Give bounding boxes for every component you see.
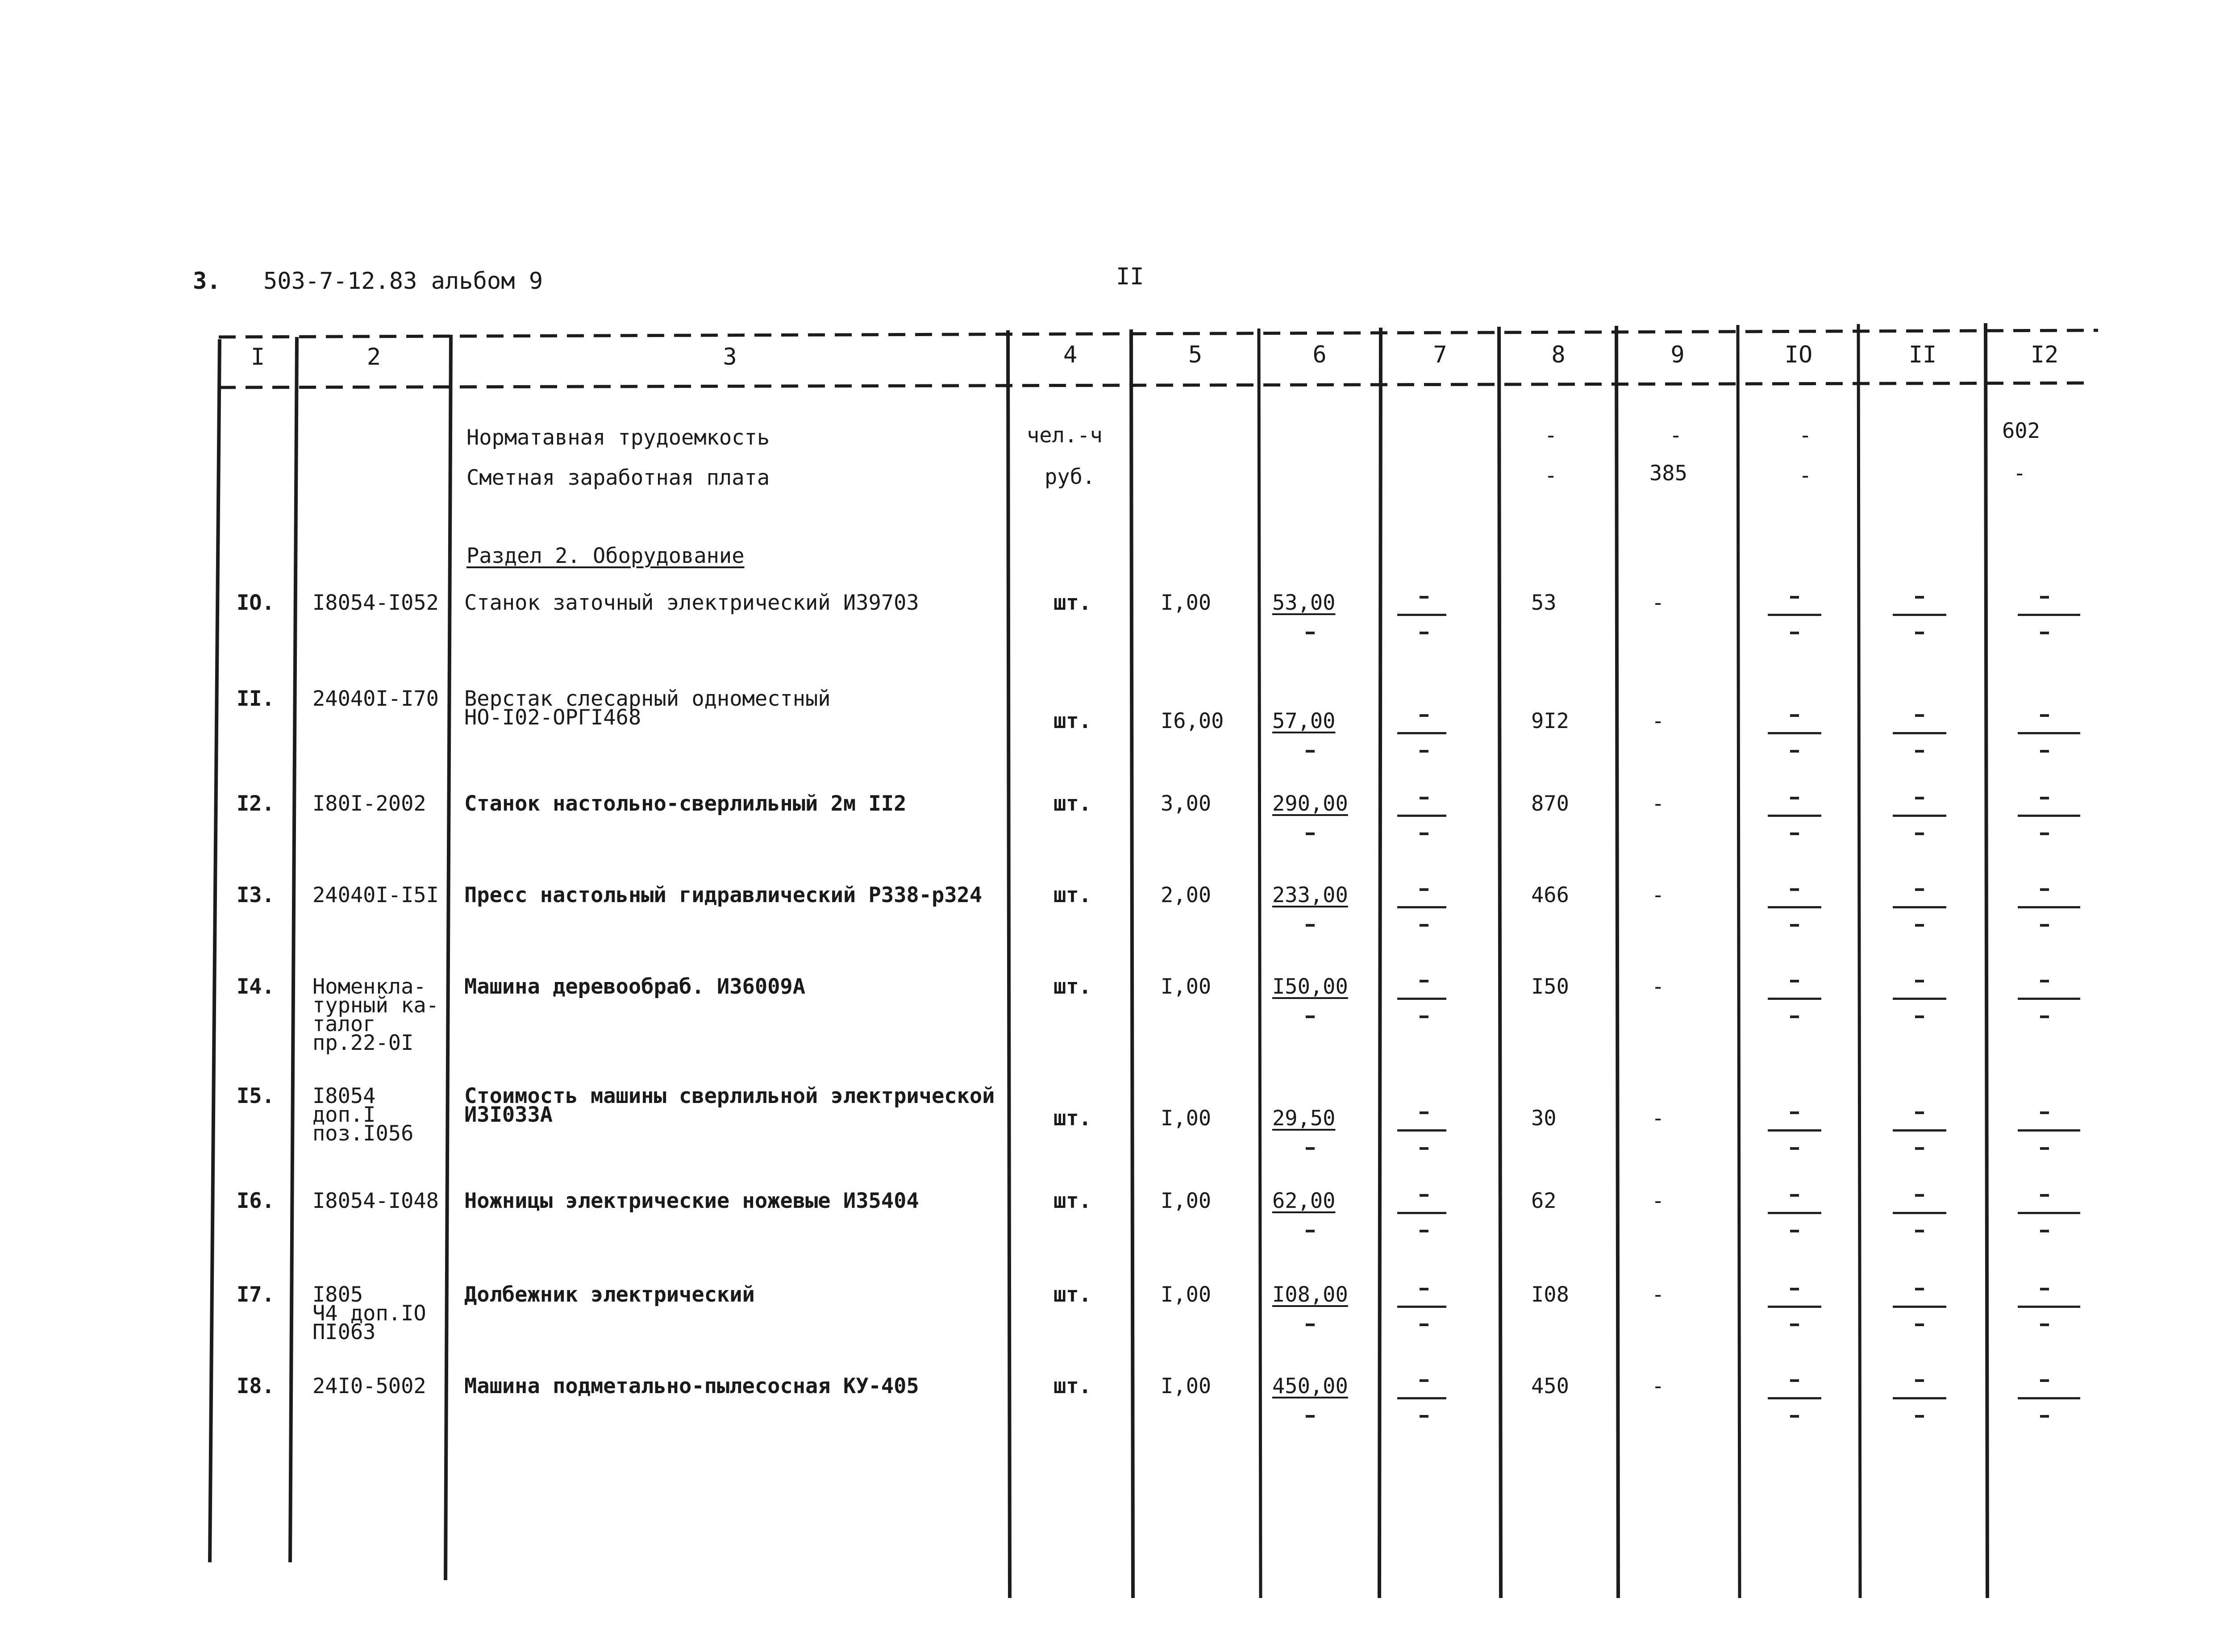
fraction-bottom-dash [1915,832,1924,835]
fraction-bottom-dash [1420,1015,1428,1018]
row-number: I2. [237,791,275,816]
row-unit: шт. [1054,1374,1091,1398]
row-name: ИЗI033А [464,1103,553,1127]
row-code: доп.I [312,1103,376,1127]
fraction-bottom-dash [1420,750,1428,753]
row-unit: шт. [1054,709,1091,733]
row-col9: - [1652,974,1665,999]
fraction-line [1397,1306,1446,1308]
price-bottom-dash [1306,1323,1315,1326]
summary-unit-wages: руб. [1045,465,1095,489]
row-name: Станок заточный электрический И39703 [464,591,919,615]
fraction-bottom-dash [1420,832,1428,835]
col-header-9: 9 [1670,341,1685,368]
col-header-2: 2 [366,344,381,370]
fraction-top-dash [1420,1111,1428,1114]
row-unit: шт. [1054,883,1091,907]
fraction-top-dash [1790,888,1799,891]
row-quantity: 3,00 [1161,791,1212,816]
section-title: Раздел 2. Оборудование [466,544,745,568]
row-col9: - [1652,1189,1665,1213]
price-bottom-dash [1306,1230,1315,1232]
fraction-bottom-dash [1420,1230,1428,1232]
fraction-top-dash [1420,797,1428,799]
fraction-top-dash [2040,1288,2049,1290]
fraction-line [1893,614,1946,616]
fraction-line [2018,1397,2080,1399]
fraction-top-dash [1420,980,1428,982]
row-number: I4. [237,974,275,999]
fraction-line [1893,1397,1946,1399]
row-total: 450 [1531,1374,1569,1398]
row-number: I8. [237,1374,275,1398]
row-price: 29,50 [1272,1106,1336,1131]
fraction-top-dash [1420,1194,1428,1197]
row-quantity: 2,00 [1161,883,1212,907]
fraction-top-dash [2040,1379,2049,1382]
row-unit: шт. [1054,791,1091,816]
row-total: 62 [1531,1189,1557,1213]
row-total: 870 [1531,791,1569,816]
fraction-bottom-dash [1915,924,1924,927]
fraction-line [1768,906,1821,908]
fraction-line [1768,1397,1821,1399]
row-name: Стоимость машины сверлильной электрической [464,1084,995,1108]
row-code: I8054-I048 [312,1189,439,1213]
row-col9: - [1652,1106,1665,1131]
summary-name-labor: Норматавная трудоемкость [466,425,770,450]
fraction-line [1893,1306,1946,1308]
row-unit: шт. [1054,1189,1091,1213]
fraction-bottom-dash [1915,1323,1924,1326]
fraction-bottom-dash [2040,1230,2049,1232]
summary-c12-labor: 602 [2002,419,2040,443]
row-number: I5. [237,1084,275,1108]
price-bottom-dash [1306,924,1315,927]
fraction-top-dash [2040,980,2049,982]
fraction-top-dash [1915,1379,1924,1382]
row-name: Пресс настольный гидравлический Р338-р324 [464,883,983,907]
fraction-top-dash [2040,714,2049,717]
fraction-top-dash [1420,1288,1428,1290]
fraction-line [1893,1129,1946,1132]
price-bottom-dash [1306,632,1315,634]
fraction-bottom-dash [2040,1147,2049,1150]
row-price: I08,00 [1272,1282,1348,1307]
fraction-line [1397,732,1446,734]
fraction-top-dash [2040,1111,2049,1114]
row-name: Долбежник электрический [464,1282,755,1307]
row-quantity: I,00 [1161,591,1212,615]
fraction-top-dash [1420,714,1428,717]
summary-c8-wages: - [1545,463,1557,488]
price-bottom-dash [1306,1015,1315,1018]
fraction-top-dash [1790,1379,1799,1382]
fraction-line [2018,906,2080,908]
fraction-bottom-dash [1420,1147,1428,1150]
fraction-bottom-dash [2040,632,2049,634]
summary-c8-labor: - [1545,423,1557,448]
fraction-bottom-dash [1420,924,1428,927]
fraction-line [2018,998,2080,1000]
fraction-top-dash [1915,1194,1924,1197]
row-total: 466 [1531,883,1569,907]
fraction-line [1397,998,1446,1000]
fraction-bottom-dash [2040,1015,2049,1018]
fraction-bottom-dash [1790,1015,1799,1018]
fraction-bottom-dash [1915,1415,1924,1418]
fraction-top-dash [2040,596,2049,599]
col-header-3: 3 [723,344,737,370]
fraction-line [1893,1212,1946,1214]
fraction-line [2018,614,2080,616]
fraction-line [1397,815,1446,817]
fraction-bottom-dash [2040,1323,2049,1326]
row-code: 24040I-I5I [312,883,439,907]
price-bottom-dash [1306,1415,1315,1418]
row-quantity: I,00 [1161,1374,1212,1398]
row-code: турный ка- [312,993,439,1018]
summary-c9-labor: - [1670,423,1682,448]
row-price: 57,00 [1272,709,1336,733]
col-header-10: IO [1784,341,1813,368]
row-total: 9I2 [1531,709,1569,733]
row-col9: - [1652,1374,1665,1398]
summary-c12-wages: - [2013,461,2026,486]
fraction-top-dash [1790,1194,1799,1197]
row-code: I805 [312,1282,363,1307]
row-unit: шт. [1054,1106,1091,1131]
row-number: I6. [237,1189,275,1213]
col-header-7: 7 [1433,341,1447,368]
col-header-11: II [1908,341,1937,368]
fraction-bottom-dash [1790,750,1799,753]
row-name: Ножницы электрические ножевые И35404 [464,1189,919,1213]
sheet-prefix: 3. [193,268,221,295]
row-code: поз.I056 [312,1121,414,1146]
row-name: Верстак слесарный одноместный [464,687,831,711]
row-code: Номенкла- [312,974,426,999]
fraction-line [2018,732,2080,734]
fraction-line [1768,815,1821,817]
row-code: 24I0-5002 [312,1374,426,1398]
fraction-top-dash [1790,596,1799,599]
col-header-6: 6 [1312,341,1327,368]
col-header-1: I [250,344,265,370]
row-code: Ч4 доп.IО [312,1301,426,1326]
fraction-line [1397,1129,1446,1132]
row-col9: - [1652,709,1665,733]
row-name: НО-I02-ОРГI468 [464,705,641,730]
fraction-line [1893,815,1946,817]
row-code: I8054 [312,1084,376,1108]
row-col9: - [1652,791,1665,816]
price-bottom-dash [1306,832,1315,835]
fraction-line [1893,906,1946,908]
row-code: талог [312,1012,376,1036]
fraction-line [2018,1306,2080,1308]
fraction-line [1397,1212,1446,1214]
row-unit: шт. [1054,591,1091,615]
fraction-line [1397,906,1446,908]
fraction-top-dash [1790,797,1799,799]
row-name: Машина деревообраб. И36009А [464,974,806,999]
fraction-bottom-dash [1420,1323,1428,1326]
fraction-top-dash [1790,980,1799,982]
fraction-top-dash [1420,596,1428,599]
summary-c9-wages: 385 [1649,461,1687,486]
summary-c10-labor: - [1799,423,1812,448]
summary-unit-labor: чел.-ч [1027,423,1103,448]
price-bottom-dash [1306,750,1315,753]
fraction-line [2018,1212,2080,1214]
row-code: I80I-2002 [312,791,426,816]
fraction-bottom-dash [2040,1415,2049,1418]
row-total: 30 [1531,1106,1557,1131]
fraction-bottom-dash [1790,924,1799,927]
row-unit: шт. [1054,1282,1091,1307]
fraction-bottom-dash [1790,632,1799,634]
row-col9: - [1652,1282,1665,1307]
fraction-line [1768,1129,1821,1132]
fraction-bottom-dash [1915,1015,1924,1018]
row-price: 233,00 [1272,883,1348,907]
row-code: пр.22-0I [312,1031,414,1055]
fraction-bottom-dash [2040,750,2049,753]
fraction-top-dash [1790,714,1799,717]
fraction-top-dash [2040,797,2049,799]
row-name: Станок настольно-сверлильный 2м II2 [464,791,907,816]
row-price: 53,00 [1272,591,1336,615]
row-unit: шт. [1054,974,1091,999]
row-number: IO. [237,591,275,615]
summary-c10-wages: - [1799,463,1812,488]
fraction-top-dash [1790,1288,1799,1290]
fraction-line [2018,1129,2080,1132]
row-price: 450,00 [1272,1374,1348,1398]
row-total: I08 [1531,1282,1569,1307]
fraction-top-dash [1915,714,1924,717]
fraction-bottom-dash [1420,632,1428,634]
col-header-4: 4 [1063,341,1078,368]
row-name: Машина подметально-пылесосная КУ-405 [464,1374,919,1398]
row-quantity: I,00 [1161,1106,1212,1131]
fraction-top-dash [1420,1379,1428,1382]
row-col9: - [1652,883,1665,907]
col-header-12: I2 [2030,341,2059,368]
fraction-line [2018,815,2080,817]
fraction-line [1397,1397,1446,1399]
fraction-line [1768,1306,1821,1308]
fraction-bottom-dash [2040,924,2049,927]
fraction-bottom-dash [1790,832,1799,835]
fraction-bottom-dash [1790,1323,1799,1326]
fraction-bottom-dash [1915,1147,1924,1150]
row-total: 53 [1531,591,1557,615]
fraction-bottom-dash [2040,832,2049,835]
fraction-bottom-dash [1915,750,1924,753]
row-code: 24040I-I70 [312,687,439,711]
row-price: 62,00 [1272,1189,1336,1213]
fraction-bottom-dash [1915,1230,1924,1232]
row-quantity: I,00 [1161,974,1212,999]
col-header-5: 5 [1188,341,1203,368]
summary-name-wages: Сметная заработная плата [466,466,770,490]
fraction-line [1768,614,1821,616]
fraction-top-dash [1915,980,1924,982]
fraction-top-dash [1915,1111,1924,1114]
document-code: 503-7-12.83 альбом 9 [263,268,543,295]
fraction-bottom-dash [1790,1147,1799,1150]
row-price: I50,00 [1272,974,1348,999]
fraction-top-dash [2040,888,2049,891]
col-header-8: 8 [1551,341,1566,368]
row-code: ПI063 [312,1320,376,1344]
row-code: I8054-I052 [312,591,439,615]
row-number: II. [237,687,275,711]
fraction-top-dash [1915,596,1924,599]
fraction-line [1893,998,1946,1000]
fraction-bottom-dash [1790,1230,1799,1232]
row-price: 290,00 [1272,791,1348,816]
fraction-bottom-dash [1420,1415,1428,1418]
fraction-bottom-dash [1915,632,1924,634]
row-quantity: I,00 [1161,1189,1212,1213]
row-number: I3. [237,883,275,907]
fraction-top-dash [1790,1111,1799,1114]
fraction-line [1768,732,1821,734]
fraction-line [1768,1212,1821,1214]
fraction-top-dash [1420,888,1428,891]
row-col9: - [1652,591,1665,615]
row-quantity: I,00 [1161,1282,1212,1307]
price-bottom-dash [1306,1147,1315,1150]
row-total: I50 [1531,974,1569,999]
fraction-line [1397,614,1446,616]
fraction-line [1893,732,1946,734]
fraction-top-dash [2040,1194,2049,1197]
fraction-top-dash [1915,888,1924,891]
fraction-top-dash [1915,1288,1924,1290]
fraction-top-dash [1915,797,1924,799]
row-number: I7. [237,1282,275,1307]
fraction-line [1768,998,1821,1000]
fraction-bottom-dash [1790,1415,1799,1418]
page-number: II [1116,263,1144,290]
row-quantity: I6,00 [1161,709,1224,733]
